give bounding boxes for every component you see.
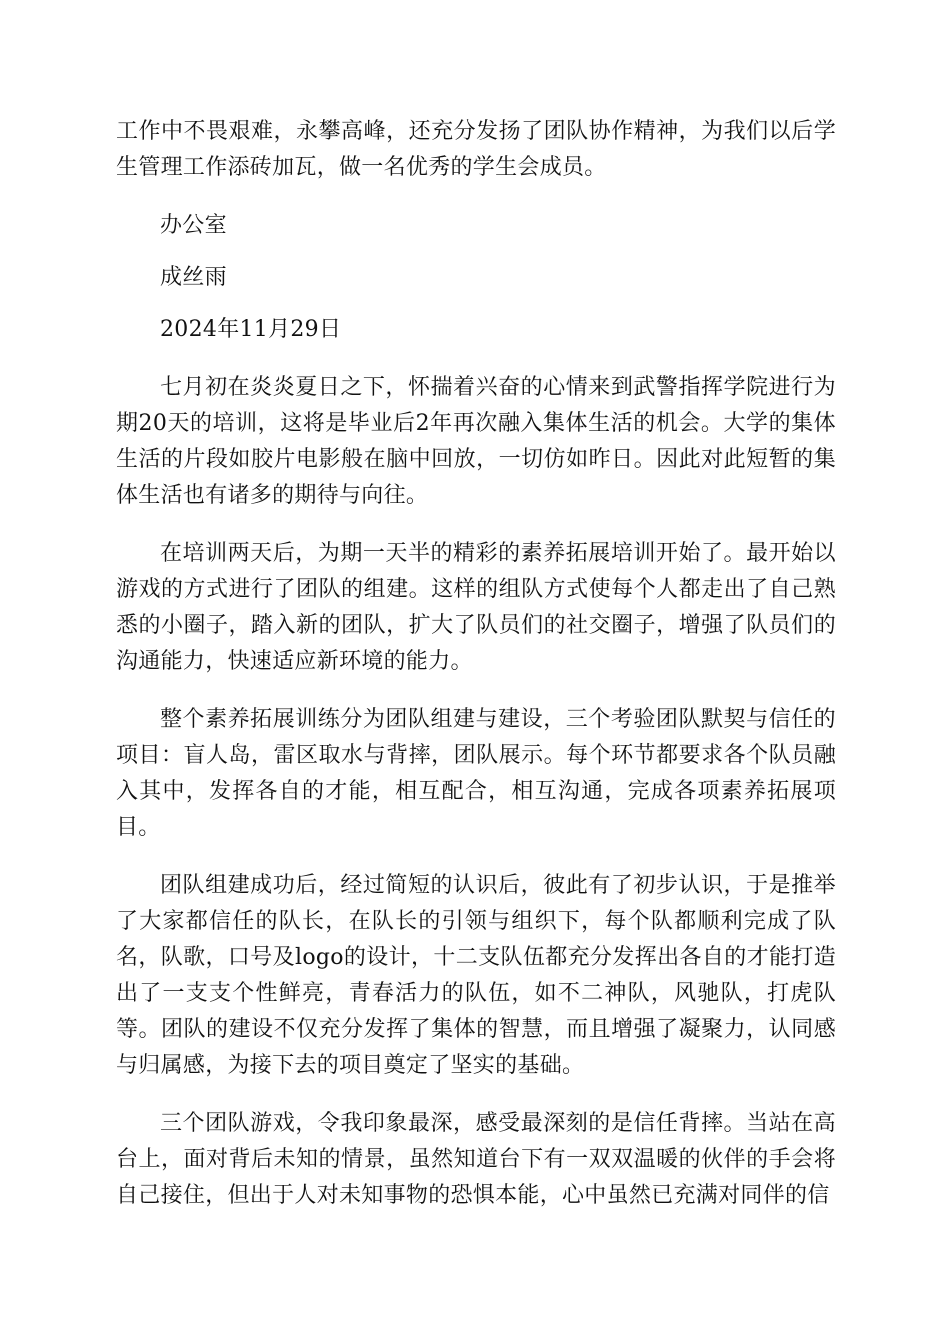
paragraph-continuation: 工作中不畏艰难，永攀高峰，还充分发扬了团队协作精神，为我们以后学生管理工作添砖加瓦，做一名优秀的学生会成员。 bbox=[116, 119, 836, 180]
paragraph-training-intro: 七月初在炎炎夏日之下，怀揣着兴奋的心情来到武警指挥学院进行为期20天的培训，这将是毕业后2年再次融入集体生活的机会。大学的集体生活的片段如胶片电影般在脑中回放，一切仿如昨日。因此对此短暂的集体生活也有诸多的期待与向往。 bbox=[116, 375, 836, 508]
paragraph-team-building: 在培训两天后，为期一天半的精彩的素养拓展培训开始了。最开始以游戏的方式进行了团队的组建。这样的组队方式使每个人都走出了自己熟悉的小圈子，踏入新的团队，扩大了队员们的社交圈子，增强了队员们的沟通能力，快速适应新环境的能力。 bbox=[116, 541, 836, 674]
document-page bbox=[116, 114, 836, 1214]
signature-department: 办公室 bbox=[160, 213, 227, 238]
paragraph-training-structure: 整个素养拓展训练分为团队组建与建设，三个考验团队默契与信任的项目：盲人岛，雷区取水与背摔，团队展示。每个环节都要求各个队员融入其中，发挥各自的才能，相互配合，相互沟通，完成各项素养拓展项目。 bbox=[116, 707, 836, 840]
signature-name: 成丝雨 bbox=[160, 265, 227, 290]
paragraph-team-formation: 团队组建成功后，经过简短的认识后，彼此有了初步认识，于是推举了大家都信任的队长，在队长的引领与组织下，每个队都顺利完成了队名，队歌，口号及logo的设计，十二支队伍都充分发挥出各自的才能打造出了一支支个性鲜亮，青春活力的队伍，如不二神队，风驰队，打虎队等。团队的建设不仅充分发挥了集体的智慧，而且增强了凝聚力，认同感与归属感，为接下去的项目奠定了坚实的基础。 bbox=[116, 873, 836, 1078]
paragraph-trust-fall: 三个团队游戏，令我印象最深，感受最深刻的是信任背摔。当站在高台上，面对背后未知的情景，虽然知道台下有一双双温暖的伙伴的手会将自己接住，但出于人对未知事物的恐惧本能，心中虽然已充满对同伴的信 bbox=[116, 1111, 836, 1208]
signature-date: 2024年11月29日 bbox=[160, 317, 342, 342]
